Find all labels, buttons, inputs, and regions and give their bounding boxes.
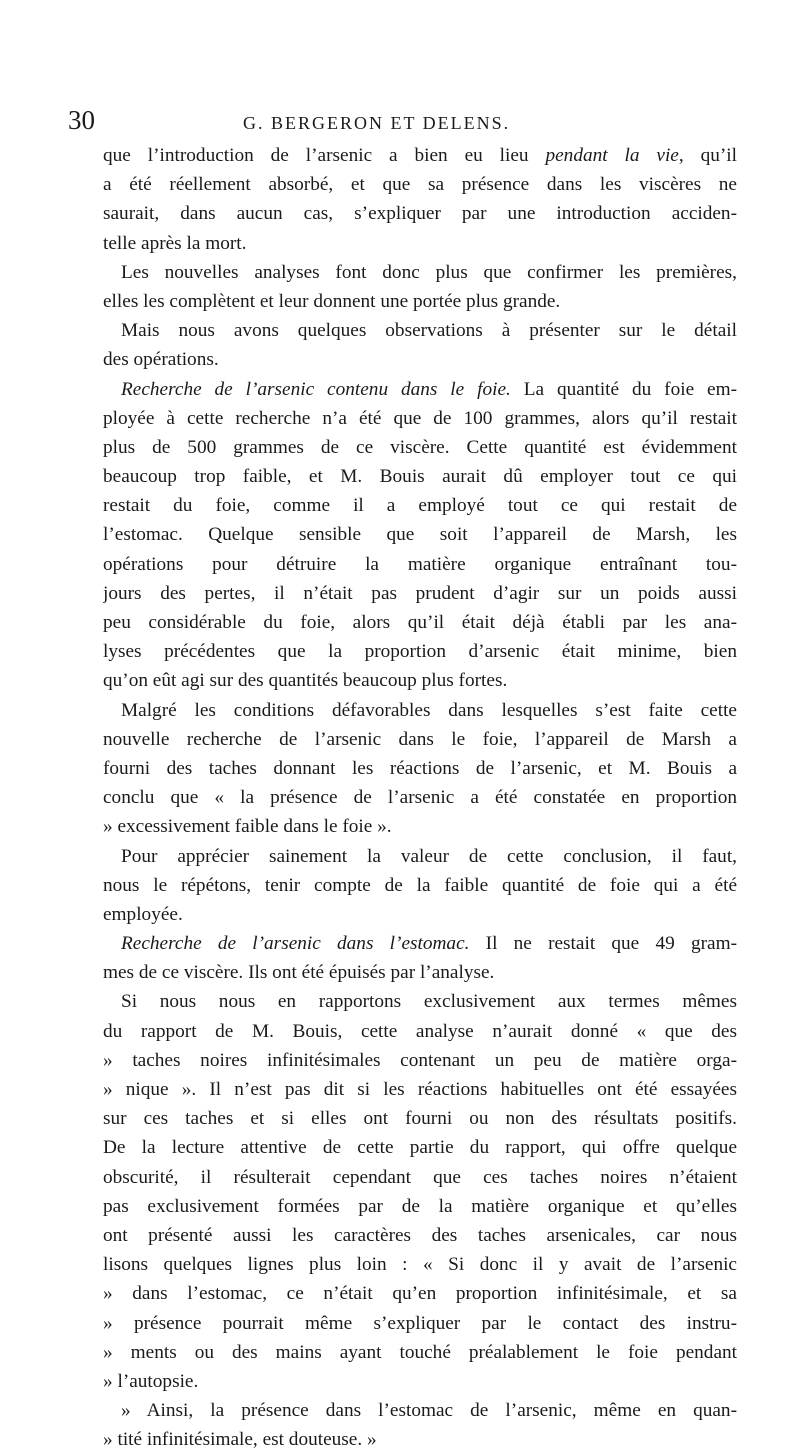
text-line	[103, 871, 737, 900]
text-span: nouvelle recherche de l’arsenic dans le foie, l’appareil de Marsh a	[103, 728, 737, 750]
text-line	[103, 520, 737, 549]
text-line	[103, 141, 737, 170]
text-span: De la lecture attentive de cette partie du rapport, qui offre quelque	[103, 1137, 737, 1159]
text-span: peu considérable du foie, alors qu’il était déjà établi par les ana-	[103, 612, 737, 633]
text-span: Malgré les conditions défavorables dans lesquelles s’est faite cette	[121, 699, 737, 721]
text-span: saurait, dans aucun cas, s’expliquer par une introduction acciden-	[103, 203, 737, 225]
italic-heading: Recherche de l’arsenic contenu dans le foie.	[121, 378, 511, 400]
text-span: ont présenté aussi les caractères des taches arsenicales, car nous	[103, 1224, 737, 1246]
text-line	[103, 229, 737, 258]
page-number: 30	[68, 105, 95, 135]
text-span: du rapport de M. Bouis, cette analyse n’aurait donné « que des	[103, 1020, 737, 1042]
text-line	[103, 958, 737, 987]
text-line	[103, 1425, 737, 1454]
text-span: conclu que « la présence de l’arsenic a été constatée en proportion	[103, 787, 737, 809]
text-span: que l’introduction de l’arsenic a bien eu lieu	[103, 145, 546, 166]
text-span: La quantité du foie em-	[510, 378, 737, 400]
text-line	[103, 900, 737, 929]
text-span: a été réellement absorbé, et que sa présence dans les viscères ne	[103, 174, 737, 196]
text-line	[103, 637, 737, 666]
text-line	[103, 316, 737, 345]
text-span: » présence pourrait même s’expliquer par le contact des instru-	[103, 1312, 737, 1334]
text-line	[103, 170, 737, 199]
text-line	[103, 462, 737, 491]
text-line	[103, 375, 737, 404]
text-span: restait du foie, comme il a employé tout ce qui restait de	[103, 495, 737, 517]
text-span: Si nous nous en rapportons exclusivement aux termes mêmes	[121, 991, 737, 1013]
text-line	[103, 1192, 737, 1221]
text-span: jours des pertes, il n’était pas prudent d’agir sur un poids aussi	[103, 582, 737, 604]
text-span: Pour apprécier sainement la valeur de cette conclusion, il faut,	[121, 845, 737, 867]
text-span: pas exclusivement formées par de la matière organique et qu’elles	[103, 1195, 737, 1217]
text-line	[103, 550, 737, 579]
text-line	[103, 1046, 737, 1075]
text-span: telle après la mort.	[103, 232, 247, 254]
text-line	[103, 608, 737, 637]
text-line	[103, 1075, 737, 1104]
text-line	[103, 783, 737, 812]
text-line	[103, 1221, 737, 1250]
text-span: sur ces taches et si elles ont fourni ou non des résultats positifs.	[103, 1108, 737, 1130]
text-span: » dans l’estomac, ce n’était qu’en proportion infinitésimale, et sa	[103, 1283, 737, 1305]
text-line	[103, 345, 737, 374]
text-line	[103, 696, 737, 725]
text-span: plus de 500 grammes de ce viscère. Cette quantité est évidemment	[103, 436, 737, 458]
text-line	[103, 404, 737, 433]
text-span: » l’autopsie.	[103, 1370, 199, 1392]
text-line	[103, 1367, 737, 1396]
text-line	[103, 199, 737, 228]
text-span: employée.	[103, 903, 183, 925]
text-line	[103, 287, 737, 316]
page-header	[68, 100, 732, 140]
text-line	[103, 1133, 737, 1162]
text-span: mes de ce viscère. Ils ont été épuisés par l’analyse.	[103, 962, 495, 984]
text-line	[103, 1309, 737, 1338]
text-span: l’estomac. Quelque sensible que soit l’appareil de Marsh, les	[103, 524, 737, 546]
text-line	[103, 666, 737, 695]
text-span: Mais nous avons quelques observations à présenter sur le détail	[121, 320, 737, 342]
text-line	[103, 842, 737, 871]
text-span: beaucoup trop faible, et M. Bouis aurait dû employer tout ce qui	[103, 466, 737, 488]
text-line	[103, 1338, 737, 1367]
italic-heading: Recherche de l’arsenic dans l’estomac.	[121, 933, 470, 955]
italic-heading: pendant la vie	[545, 145, 679, 166]
text-span: lisons quelques lignes plus loin : « Si donc il y avait de l’arsenic	[103, 1254, 737, 1276]
text-line	[103, 1250, 737, 1279]
text-line	[103, 1163, 737, 1192]
text-span: Il ne restait que 49 gram-	[469, 933, 737, 955]
text-line	[103, 491, 737, 520]
text-span: » Ainsi, la présence dans l’estomac de l’arsenic, même en quan-	[121, 1400, 737, 1422]
text-line	[103, 1104, 737, 1133]
text-line	[103, 754, 737, 783]
text-span: elles les complètent et leur donnent une portée plus grande.	[103, 290, 561, 312]
text-line	[103, 1396, 737, 1425]
text-span: fourni des taches donnant les réactions de l’arsenic, et M. Bouis a	[103, 757, 737, 779]
text-span: » excessivement faible dans le foie ».	[103, 816, 392, 838]
text-span: » nique ». Il n’est pas dit si les réactions habituelles ont été essayées	[103, 1079, 737, 1100]
text-line	[103, 1279, 737, 1308]
text-line	[103, 1017, 737, 1046]
text-span: ployée à cette recherche n’a été que de 100 grammes, alors qu’il restait	[103, 407, 737, 429]
text-line	[103, 812, 737, 841]
text-span: » tité infinitésimale, est douteuse. »	[103, 1429, 377, 1451]
text-span: des opérations.	[103, 349, 219, 371]
text-span: obscurité, il résulterait cependant que ces taches noires n’étaient	[103, 1166, 737, 1188]
text-span: » taches noires infinitésimales contenant un peu de matière orga-	[103, 1049, 737, 1071]
text-line	[103, 258, 737, 287]
text-line	[103, 433, 737, 462]
text-line	[103, 579, 737, 608]
text-span: opérations pour détruire la matière organique entraînant tou-	[103, 553, 737, 575]
text-span: qu’on eût agi sur des quantités beaucoup plus fortes.	[103, 670, 508, 692]
text-line	[103, 725, 737, 754]
text-span: lyses précédentes que la proportion d’arsenic était minime, bien	[103, 641, 737, 663]
running-head: G. BERGERON ET DELENS.	[243, 113, 511, 133]
text-span: nous le répétons, tenir compte de la faible quantité de foie qui a été	[103, 874, 737, 896]
text-span: , qu’il	[678, 145, 737, 166]
text-line	[103, 987, 737, 1016]
body-text	[103, 141, 737, 1454]
text-span: » ments ou des mains ayant touché préalablement le foie pendant	[103, 1341, 737, 1363]
text-span: Les nouvelles analyses font donc plus que confirmer les premières,	[121, 261, 737, 283]
text-line	[103, 929, 737, 958]
